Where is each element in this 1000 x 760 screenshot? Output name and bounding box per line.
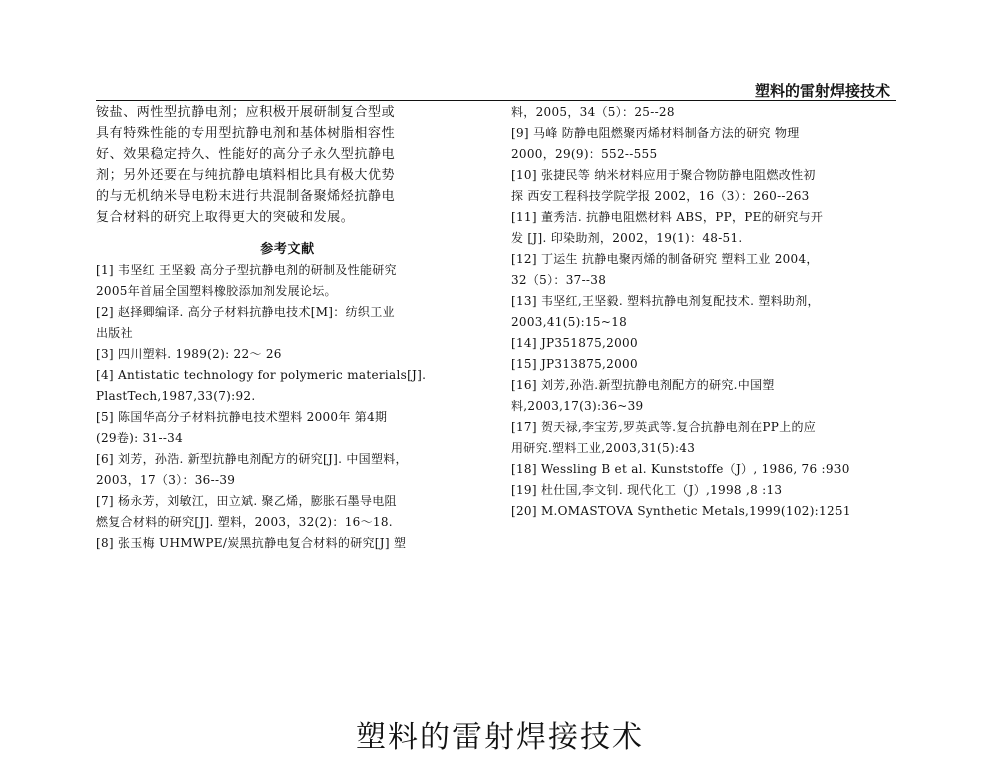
body-text	[96, 102, 479, 228]
reference-line: 料,2003,17(3):36~39	[511, 399, 644, 413]
reference-line: 用研究.塑料工业,2003,31(5):43	[511, 441, 696, 455]
reference-line: [13] 韦坚红,王坚毅. 塑料抗静电剂复配技术. 塑料助剂，	[511, 294, 820, 308]
body-line: 铵盐、两性型抗静电剂；应积极开展研制复合型或	[96, 105, 396, 120]
reference-list-right	[511, 102, 894, 522]
reference-line: [9] 马峰 防静电阻燃聚丙烯材料制备方法的研究 物理	[511, 126, 800, 140]
reference-line: 出版社	[96, 326, 133, 340]
reference-line: [20] M.OMASTOVA Synthetic Metals,1999(102):1251	[511, 504, 851, 518]
body-line: 复合材料的研究上取得更大的突破和发展。	[96, 210, 355, 225]
references-heading: 参考文献	[260, 242, 315, 257]
reference-line: 料，2005，34（5）：25--28	[511, 105, 675, 119]
body-line: 好、效果稳定持久、性能好的高分子永久型抗静电	[96, 147, 396, 162]
reference-line: [10] 张捷民等 纳米材料应用于聚合物防静电阻燃改性初	[511, 168, 816, 182]
reference-line: [4] Antistatic technology for polymeric materials[J].	[96, 368, 427, 382]
reference-line: [18] Wessling B et al. Kunststoffe（J）, 1986, 76 :930	[511, 462, 850, 476]
reference-line: 探 西安工程科技学院学报 2002，16（3）：260--263	[511, 189, 810, 203]
reference-line: [14] JP351875,2000	[511, 336, 638, 350]
running-header-title: 塑料的雷射焊接技术	[754, 82, 890, 100]
reference-line: PlastTech,1987,33(7):92.	[96, 389, 256, 403]
left-column	[96, 102, 479, 554]
reference-line: 2000，29(9)：552--555	[511, 147, 658, 161]
reference-line: 32（5）：37--38	[511, 273, 607, 287]
reference-line: [12] 丁运生 抗静电聚丙烯的制备研究 塑料工业 2004，	[511, 252, 819, 266]
reference-list-left	[96, 260, 479, 554]
reference-line: [15] JP313875,2000	[511, 357, 638, 371]
reference-line: [11] 董秀洁. 抗静电阻燃材料 ABS，PP，PE的研究与开	[511, 210, 824, 224]
reference-line: [3] 四川塑料. 1989(2): 22～ 26	[96, 347, 282, 361]
reference-line: [6] 刘芳，孙浩. 新型抗静电剂配方的研究[J]. 中国塑料，	[96, 452, 408, 466]
body-line: 具有特殊性能的专用型抗静电剂和基体树脂相容性	[96, 126, 396, 141]
reference-line: [2] 赵择卿编译. 高分子材料抗静电技术[M]：纺织工业	[96, 305, 395, 319]
reference-line: [16] 刘芳,孙浩.新型抗静电剂配方的研究.中国塑	[511, 378, 775, 392]
reference-line: 2003,41(5):15~18	[511, 315, 628, 329]
reference-line: 发 [J]. 印染助剂，2002，19(1)：48-51.	[511, 231, 743, 245]
article-title: 塑料的雷射焊接技术	[356, 720, 644, 755]
header-rule	[96, 100, 896, 101]
reference-line: 2005年首届全国塑料橡胶添加剂发展论坛。	[96, 284, 337, 298]
reference-line: [5] 陈国华高分子材料抗静电技术塑料 2000年 第4期	[96, 410, 388, 424]
body-line: 剂；另外还要在与纯抗静电填料相比具有极大优势	[96, 168, 396, 183]
right-column	[511, 102, 894, 522]
reference-line: 燃复合材料的研究[J]. 塑料，2003，32(2)：16～18.	[96, 515, 393, 529]
reference-line: [1] 韦坚红 王坚毅 高分子型抗静电剂的研制及性能研究	[96, 263, 397, 277]
reference-line: [17] 贺天禄,李宝芳,罗英武等.复合抗静电剂在PP上的应	[511, 420, 817, 434]
reference-line: [19] 杜仕国,李文钊. 现代化工（J）,1998 ,8 :13	[511, 483, 783, 497]
reference-line: [8] 张玉梅 UHMWPE/炭黑抗静电复合材料的研究[J] 塑	[96, 536, 407, 550]
reference-line: (29卷): 31--34	[96, 431, 184, 445]
reference-line: [7] 杨永芳，刘敏江，田立斌. 聚乙烯，膨胀石墨导电阻	[96, 494, 397, 508]
reference-line: 2003，17（3）：36--39	[96, 473, 236, 487]
body-line: 的与无机纳米导电粉末进行共混制备聚烯烃抗静电	[96, 189, 396, 204]
